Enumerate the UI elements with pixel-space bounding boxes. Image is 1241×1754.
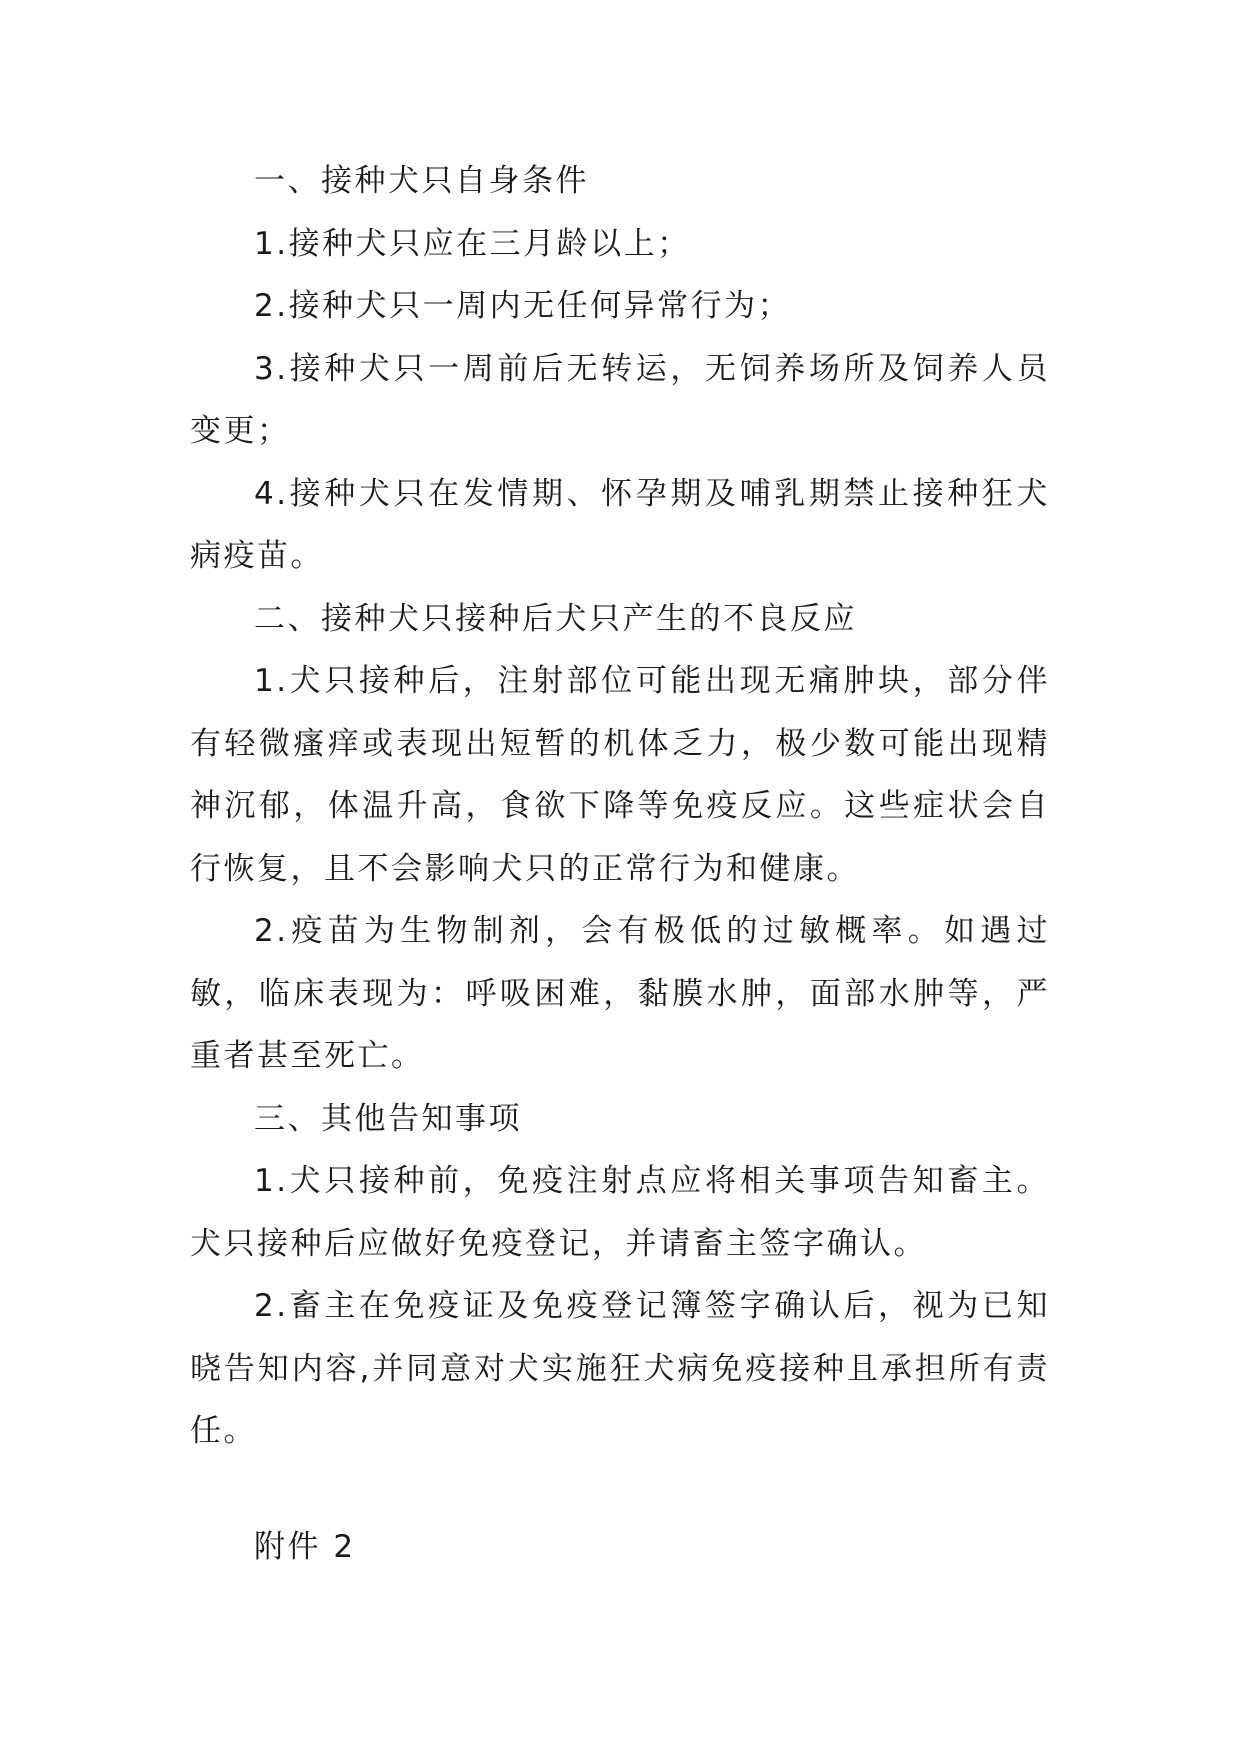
list-item: 1.犬只接种前，免疫注射点应将相关事项告知畜主。犬只接种后应做好免疫登记，并请畜主签字确认。 bbox=[190, 1163, 1050, 1262]
section-heading-2: 二、接种犬只接种后犬只产生的不良反应 bbox=[254, 600, 857, 637]
list-item: 2.畜主在免疫证及免疫登记簿签字确认后，视为已知晓告知内容,并同意对犬实施狂犬病免疫接种且承担所有责任。 bbox=[190, 1288, 1050, 1449]
document-body bbox=[190, 150, 1050, 1463]
list-item: 4.接种犬只在发情期、怀孕期及哺乳期禁止接种狂犬病疫苗。 bbox=[190, 475, 1050, 574]
section-heading-3: 三、其他告知事项 bbox=[254, 1100, 522, 1137]
list-item: 1.犬只接种后，注射部位可能出现无痛肿块，部分伴有轻微瘙痒或表现出短暂的机体乏力，极少数可能出现精神沉郁，体温升高，食欲下降等免疫反应。这些症状会自行恢复，且不会影响犬只的正常行为和健康。 bbox=[190, 663, 1050, 887]
attachment-label: 附件 2 bbox=[254, 1529, 356, 1565]
list-item: 2.疫苗为生物制剂，会有极低的过敏概率。如遇过敏，临床表现为：呼吸困难，黏膜水肿，面部水肿等，严重者甚至死亡。 bbox=[190, 913, 1050, 1074]
list-item: 2.接种犬只一周内无任何异常行为； bbox=[254, 288, 792, 324]
list-item: 1.接种犬只应在三月龄以上； bbox=[254, 225, 691, 262]
list-item: 3.接种犬只一周前后无转运，无饲养场所及饲养人员变更； bbox=[190, 350, 1050, 449]
section-heading-1: 一、接种犬只自身条件 bbox=[254, 163, 589, 199]
